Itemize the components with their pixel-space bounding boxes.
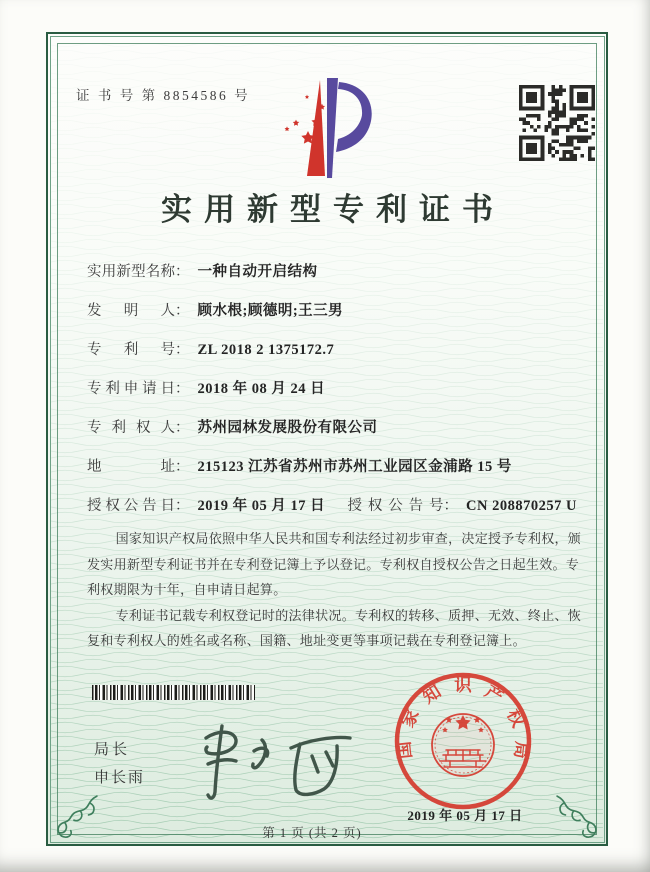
field-label: 专利申请日 — [87, 381, 175, 397]
field-row-grant — [87, 494, 601, 514]
svg-text:家: 家 — [397, 705, 423, 731]
field-value: 215123 江苏省苏州市苏州工业园区金浦路 15 号 — [197, 459, 512, 475]
cnipa-logo-icon — [282, 76, 378, 182]
certificate-content — [48, 34, 606, 844]
field-colon: ： — [175, 264, 190, 280]
field-value: 2019 年 05 月 17 日 — [197, 498, 326, 514]
field-row-address — [87, 455, 601, 475]
issuer-name: 申长雨 — [94, 770, 146, 786]
field-value: 苏州园林发展股份有限公司 — [197, 420, 378, 436]
svg-text:权: 权 — [503, 705, 529, 731]
field-colon: ： — [175, 498, 190, 514]
field-label: 专利号 — [87, 342, 175, 358]
seal-date: 2019 年 05 月 17 日 — [407, 808, 523, 823]
field-label: 地址 — [87, 459, 175, 475]
certificate-number: 证 书 号 第 8854586 号 — [76, 88, 251, 103]
svg-text:知: 知 — [419, 680, 445, 708]
legal-paragraphs — [87, 526, 583, 654]
field-label: 授权公告号 — [347, 498, 444, 514]
field-row-name — [87, 260, 601, 280]
field-row-inventors — [87, 299, 601, 319]
field-value: ZL 2018 2 1375172.7 — [197, 342, 335, 358]
field-list — [87, 260, 601, 533]
field-label: 授权公告日 — [87, 498, 175, 514]
field-colon: ： — [443, 498, 458, 514]
field-label: 实用新型名称 — [87, 264, 175, 280]
certificate-title: 实用新型专利证书 — [161, 192, 505, 227]
field-colon: ： — [175, 303, 190, 319]
signature-handwritten — [188, 696, 363, 808]
field-value: 2018 年 08 月 24 日 — [197, 381, 326, 397]
field-value: CN 208870257 U — [466, 498, 577, 514]
field-colon: ： — [175, 420, 190, 436]
field-label: 发明人 — [87, 303, 175, 319]
official-seal — [388, 666, 538, 816]
paragraph-grant-statement: 国家知识产权局依照中华人民共和国专利法经过初步审查，决定授予专利权，颁发实用新型专利证书并在专利登记簿上予以登记。专利权自授权公告之日起生效。专利权期限为十年，自申请日起算。 — [87, 531, 582, 597]
page-number: 第 1 页 (共 2 页) — [262, 826, 362, 840]
field-colon: ： — [175, 342, 190, 358]
svg-text:国: 国 — [393, 740, 416, 760]
field-value: 一种自动开启结构 — [197, 264, 318, 280]
field-value: 顾水根;顾德明;王三男 — [197, 303, 344, 319]
field-label: 专利权人 — [87, 420, 175, 436]
svg-text:局: 局 — [510, 740, 533, 760]
svg-text:产: 产 — [481, 680, 507, 708]
issuer-title: 局长 — [94, 742, 131, 758]
field-colon: ： — [175, 459, 190, 475]
field-colon: ： — [175, 381, 190, 397]
field-row-patent-number — [87, 338, 601, 358]
field-row-patentee — [87, 416, 601, 436]
svg-text:识: 识 — [454, 675, 472, 695]
field-row-filing-date — [87, 377, 601, 397]
paragraph-register-statement: 专利证书记载专利权登记时的法律状况。专利权的转移、质押、无效、终止、恢复和专利权人的姓名或名称、国籍、地址变更等事项记载在专利登记簿上。 — [87, 607, 582, 648]
certificate-border-frame — [46, 32, 608, 846]
qr-code — [519, 85, 595, 161]
